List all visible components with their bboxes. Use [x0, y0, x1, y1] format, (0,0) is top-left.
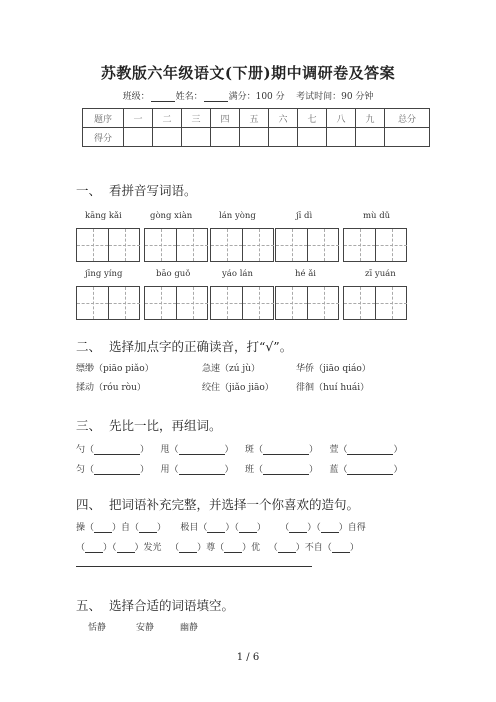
- answer-blank[interactable]: [94, 523, 112, 533]
- reading-choice[interactable]: 华侨（jiāo qiáo）: [296, 364, 371, 374]
- writing-grid[interactable]: [275, 228, 339, 262]
- answer-blank[interactable]: [179, 445, 225, 455]
- name-label: 姓名：: [175, 92, 203, 102]
- compare-char: 匀（: [76, 465, 95, 475]
- idiom-text: ）自得: [338, 523, 366, 533]
- compare-bracket: ）: [393, 465, 403, 475]
- answer-blank[interactable]: [347, 465, 393, 475]
- score-header-cell: 一: [124, 109, 153, 128]
- compare-char: 甩（: [160, 445, 179, 455]
- idiom-text: ）优: [242, 543, 261, 553]
- page-title: 苏教版六年级语文(下册)期中调研卷及答案: [100, 64, 396, 82]
- reading-choice[interactable]: 揉动（róu ròu）: [76, 383, 146, 393]
- score-cell[interactable]: [327, 128, 356, 147]
- score-cell[interactable]: [240, 128, 269, 147]
- answer-blank[interactable]: [94, 445, 140, 455]
- section-3-heading: 三、 先比一比，再组词。: [76, 418, 222, 433]
- score-header-cell: 四: [211, 109, 240, 128]
- score-row-label: 得分: [83, 128, 124, 147]
- score-cell[interactable]: [124, 128, 153, 147]
- pinyin-label: gòng xiàn: [150, 211, 193, 221]
- score-cell[interactable]: [182, 128, 211, 147]
- compare-char: 班（: [244, 465, 263, 475]
- score-cell[interactable]: [269, 128, 298, 147]
- idiom-text: （: [280, 523, 290, 533]
- writing-grid[interactable]: [144, 286, 208, 320]
- idiom-text: ）尊（: [197, 543, 225, 553]
- idiom-text: ）（: [307, 523, 321, 533]
- score-cell[interactable]: [298, 128, 327, 147]
- answer-blank[interactable]: [179, 465, 225, 475]
- pinyin-label: jīng yíng: [85, 269, 123, 279]
- score-cell[interactable]: [211, 128, 240, 147]
- reading-choice[interactable]: 缥缈（piāo piǎo）: [76, 364, 154, 374]
- compare-bracket: ）: [393, 445, 403, 455]
- score-label: 满分：100 分: [228, 92, 285, 102]
- writing-grid[interactable]: [343, 286, 407, 320]
- compare-row: [76, 462, 402, 475]
- score-header-cell: 三: [182, 109, 211, 128]
- answer-blank[interactable]: [263, 465, 309, 475]
- writing-grid[interactable]: [144, 228, 208, 262]
- compare-bracket: ）: [140, 445, 150, 455]
- idiom-text: ）: [349, 543, 359, 553]
- pinyin-label: bāo guǒ: [156, 269, 191, 279]
- word-option: 恬静: [88, 623, 107, 633]
- idiom-text: 操（: [76, 523, 95, 533]
- class-blank[interactable]: [151, 92, 175, 102]
- idiom-text: ）（: [225, 523, 239, 533]
- writing-grid[interactable]: [210, 228, 274, 262]
- writing-grid[interactable]: [210, 286, 274, 320]
- idiom-text: ）自（: [112, 523, 140, 533]
- score-header-cell: 题序: [83, 109, 124, 128]
- compare-bracket: ）: [224, 465, 234, 475]
- writing-grid[interactable]: [275, 286, 339, 320]
- idiom-text: ）不自（: [295, 543, 332, 553]
- idiom-text: ）: [157, 523, 167, 533]
- compare-bracket: ）: [224, 445, 234, 455]
- writing-grid[interactable]: [76, 228, 140, 262]
- section-4-heading: 四、 把词语补充完整，并选择一个你喜欢的造句。: [76, 497, 359, 512]
- answer-blank[interactable]: [139, 523, 157, 533]
- score-cell[interactable]: [356, 128, 385, 147]
- pinyin-label: yáo lán: [222, 269, 253, 279]
- name-blank[interactable]: [204, 92, 228, 102]
- answer-blank[interactable]: [278, 543, 296, 553]
- answer-blank[interactable]: [239, 523, 257, 533]
- reading-choice[interactable]: 绞住（jiǎo jiāo）: [202, 383, 274, 393]
- page-number: 1 / 6: [236, 652, 260, 663]
- idiom-text: （: [268, 543, 278, 553]
- compare-char: 斑（: [244, 445, 263, 455]
- word-option: 幽静: [180, 623, 199, 633]
- score-header-cell: 五: [240, 109, 269, 128]
- answer-blank[interactable]: [207, 523, 225, 533]
- writing-grid[interactable]: [343, 228, 407, 262]
- compare-char: 萱（: [329, 445, 348, 455]
- idiom-row: [76, 520, 366, 533]
- answer-blank[interactable]: [85, 543, 103, 553]
- pinyin-label: mù dǔ: [363, 211, 391, 221]
- pinyin-label: kāng kǎi: [85, 211, 122, 221]
- pinyin-label: zī yuán: [365, 269, 396, 279]
- class-label: 班级：: [122, 92, 150, 102]
- score-cell[interactable]: [153, 128, 182, 147]
- time-label: 考试时间：90 分钟: [296, 92, 374, 102]
- compare-char: 用（: [160, 465, 179, 475]
- compare-char: 勺（: [76, 445, 95, 455]
- idiom-text: ）（: [103, 543, 117, 553]
- compare-row: [76, 442, 402, 455]
- answer-blank[interactable]: [321, 523, 339, 533]
- word-option: 安静: [136, 623, 155, 633]
- score-cell[interactable]: [385, 128, 430, 147]
- score-header-cell: 六: [269, 109, 298, 128]
- compare-char: 蓝（: [329, 465, 348, 475]
- score-header-cell: 八: [327, 109, 356, 128]
- sentence-answer-line[interactable]: [76, 566, 312, 567]
- score-header-row: [83, 109, 430, 128]
- score-value-row: [83, 128, 430, 147]
- section-1-heading: 一、 看拼音写词语。: [76, 183, 197, 198]
- score-header-cell: 七: [298, 109, 327, 128]
- idiom-row: [76, 540, 359, 553]
- idiom-text: 极目（: [180, 523, 208, 533]
- idiom-text: ）: [256, 523, 266, 533]
- answer-blank[interactable]: [94, 465, 140, 475]
- pinyin-label: jī dì: [296, 211, 313, 221]
- pinyin-label: hé ǎi: [295, 269, 316, 279]
- pinyin-label: lán yòng: [219, 211, 256, 221]
- compare-bracket: ）: [308, 465, 318, 475]
- answer-blank[interactable]: [289, 523, 307, 533]
- compare-bracket: ）: [308, 445, 318, 455]
- answer-blank[interactable]: [263, 445, 309, 455]
- compare-bracket: ）: [140, 465, 150, 475]
- section-5-heading: 五、 选择合适的词语填空。: [76, 598, 234, 613]
- idiom-text: （: [76, 543, 86, 553]
- score-header-cell: 九: [356, 109, 385, 128]
- idiom-text: ）发光: [134, 543, 162, 553]
- answer-blank[interactable]: [179, 543, 197, 553]
- answer-blank[interactable]: [224, 543, 242, 553]
- writing-grid[interactable]: [76, 286, 140, 320]
- score-table: [82, 108, 430, 147]
- answer-blank[interactable]: [117, 543, 135, 553]
- section-2-heading: 二、 选择加点字的正确读音，打“√”。: [76, 339, 293, 354]
- idiom-text: （: [170, 543, 180, 553]
- score-header-cell: 二: [153, 109, 182, 128]
- reading-choice[interactable]: 徘徊（huí huái）: [296, 383, 370, 393]
- answer-blank[interactable]: [332, 543, 350, 553]
- answer-blank[interactable]: [347, 445, 393, 455]
- exam-info: [0, 89, 496, 102]
- score-header-cell: 总分: [385, 109, 430, 128]
- reading-choice[interactable]: 急速（zú jù）: [202, 364, 260, 374]
